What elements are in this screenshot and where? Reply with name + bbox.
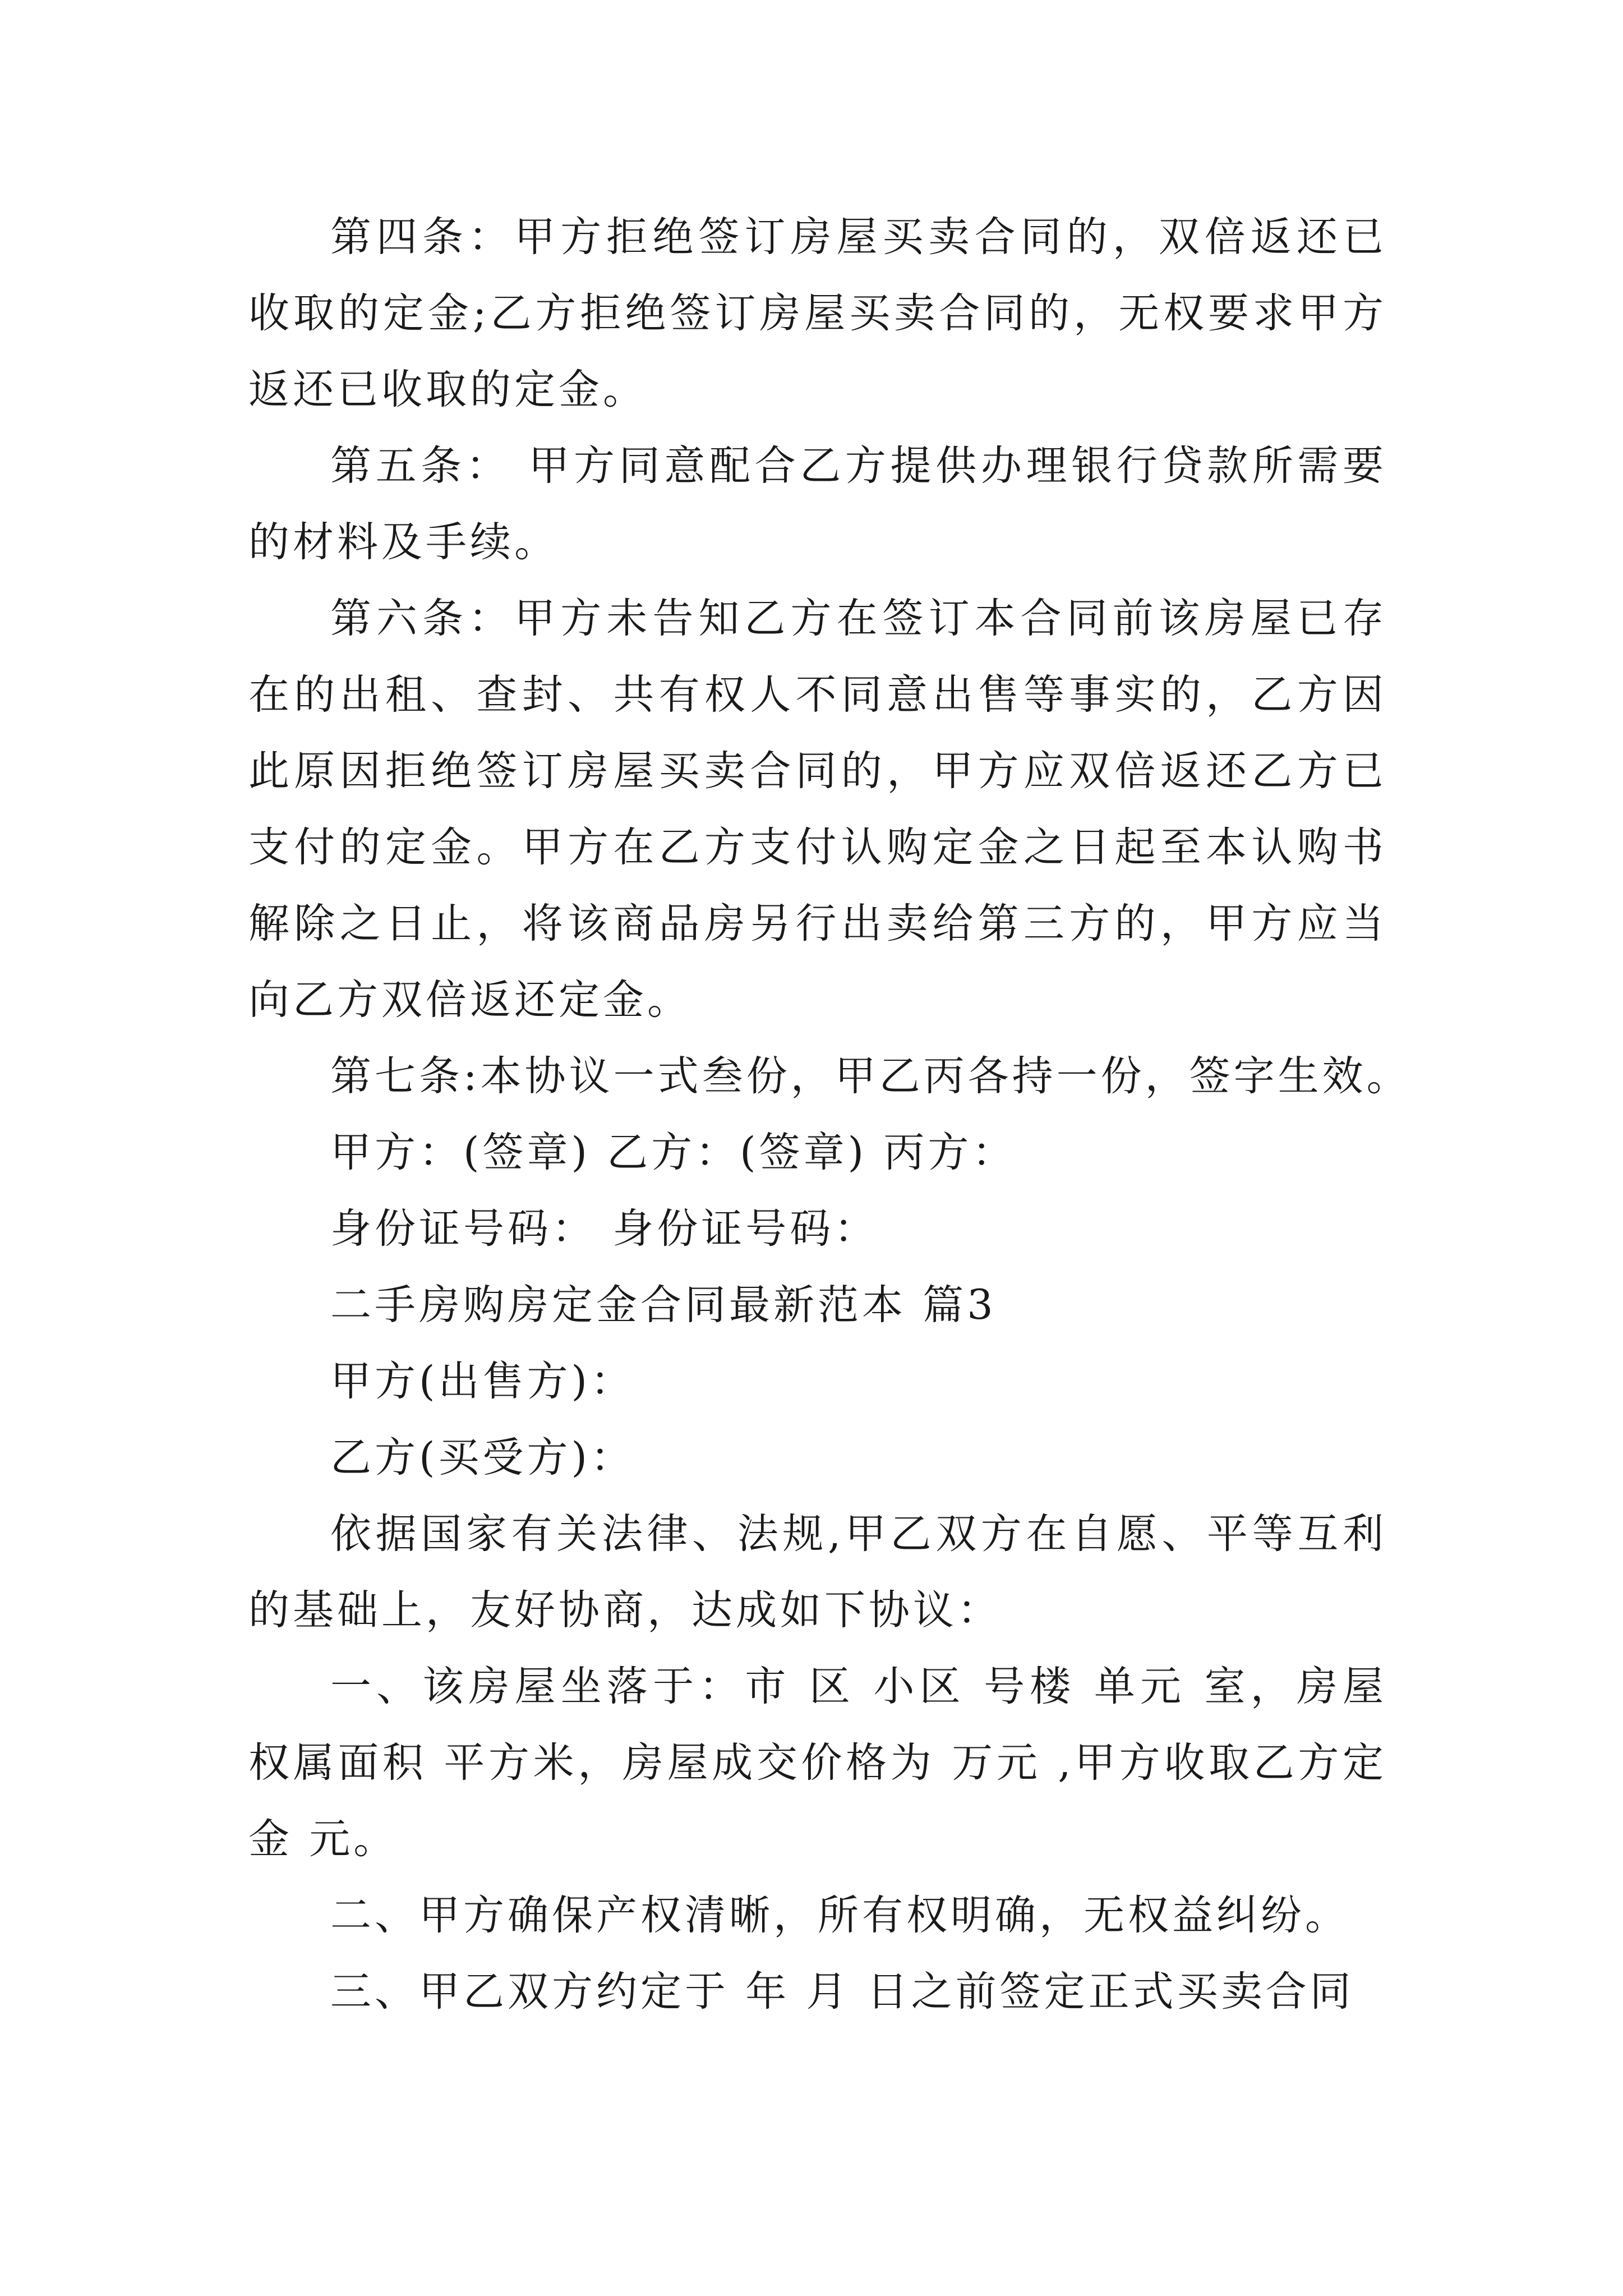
clause-5: 第五条： 甲方同意配合乙方提供办理银行贷款所需要的材料及手续。 xyxy=(248,442,1387,566)
item-2: 二、甲方确保产权清晰，所有权明确，无权益纠纷。 xyxy=(330,1892,1349,1939)
clause-7: 第七条:本协议一式叁份，甲乙丙各持一份，签字生效。 xyxy=(330,1052,1411,1100)
item-1: 一、该房屋坐落于：市 区 小区 号楼 单元 室，房屋权属面积 平方米，房屋成交价格为 万元 ,甲方收取乙方定金 元。 xyxy=(248,1663,1387,1863)
id-number-line: 身份证号码： 身份证号码： xyxy=(330,1205,879,1253)
preamble: 依据国家有关法律、法规,甲乙双方在自愿、平等互利的基础上，友好协商，达成如下协议： xyxy=(248,1510,1387,1634)
party-b-buyer: 乙方(买受方)： xyxy=(330,1434,635,1481)
clause-4: 第四条：甲方拒绝签订房屋买卖合同的，双倍返还已收取的定金;乙方拒绝签订房屋买卖合同的，无权要求甲方返还已收取的定金。 xyxy=(248,213,1387,413)
section-heading: 二手房购房定金合同最新范本 篇3 xyxy=(330,1281,997,1329)
clause-6: 第六条：甲方未告知乙方在签订本合同前该房屋已存在的出租、查封、共有权人不同意出售等事实的，乙方因此原因拒绝签订房屋买卖合同的，甲方应双倍返还乙方已支付的定金。甲方在乙方支付认购定金之日起至本认购书解除之日止，将该商品房另行出卖给第三方的，甲方应当向乙方双倍返还定金。 xyxy=(248,595,1387,1024)
item-3: 三、甲乙双方约定于 年 月 日之前签定正式买卖合同 xyxy=(330,1968,1354,2016)
party-a-seller: 甲方(出售方)： xyxy=(330,1358,635,1405)
document-body xyxy=(248,199,1411,2030)
signature-line: 甲方：(签章) 乙方：(签章) 丙方： xyxy=(330,1129,1017,1176)
